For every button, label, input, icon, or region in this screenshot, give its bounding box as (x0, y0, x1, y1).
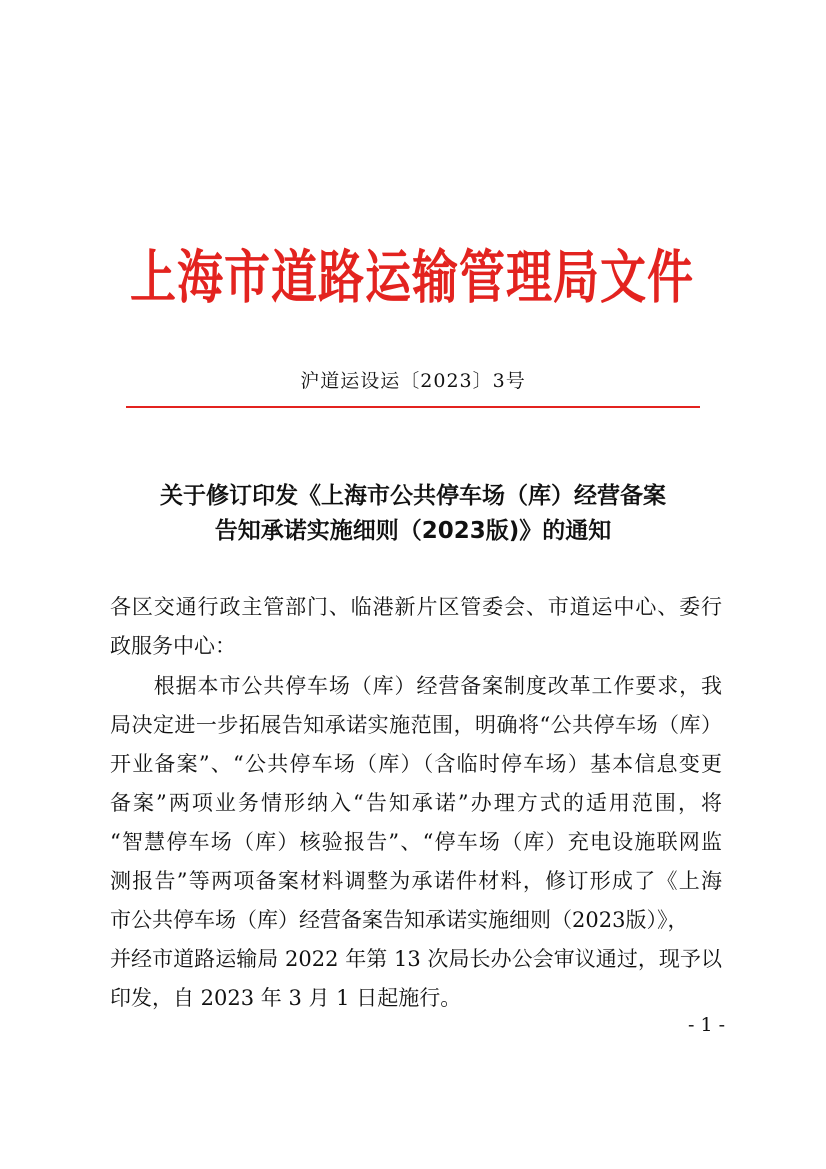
red-divider (126, 406, 700, 408)
body-line: 印发，自 2023 年 3 月 1 日起施行。 (110, 986, 462, 1010)
body-line: 市公共停车场（库）经营备案告知承诺实施细则（2023版）》， (110, 908, 689, 932)
body-line: 根据本市公共停车场（库）经营备案制度改革工作要求，我 (110, 674, 722, 698)
issuing-authority-title: 上海市道路运输管理局文件 (130, 245, 694, 310)
body-line: 并经市道路运输局 2022 年第 13 次局长办公会审议通过，现予以 (110, 947, 722, 971)
notice-title-line-2: 告知承诺实施细则（2023版)》的通知 (214, 518, 612, 544)
body-line: 备案”两项业务情形纳入“告知承诺”办理方式的适用范围，将 (110, 791, 722, 815)
body-line: 测报告”等两项备案材料调整为承诺件材料，修订形成了《上海 (110, 869, 722, 893)
page-number: - 1 - (688, 1014, 726, 1036)
body-line: 局决定进一步拓展告知承诺实施范围，明确将“公共停车场（库） (110, 713, 722, 737)
body-line: 开业备案”、“公共停车场（库）（含临时停车场）基本信息变更 (110, 752, 722, 776)
addressee-line: 各区交通行政主管部门、临港新片区管委会、市道运中心、委行 (110, 595, 722, 619)
document-number: 沪道运设运〔2023〕3号 (300, 370, 526, 392)
body-line: “智慧停车场（库）核验报告”、“停车场（库）充电设施联网监 (110, 830, 722, 854)
addressee-line: 政服务中心： (110, 634, 236, 658)
notice-title-line-1: 关于修订印发《上海市公共停车场（库）经营备案 (160, 483, 666, 509)
